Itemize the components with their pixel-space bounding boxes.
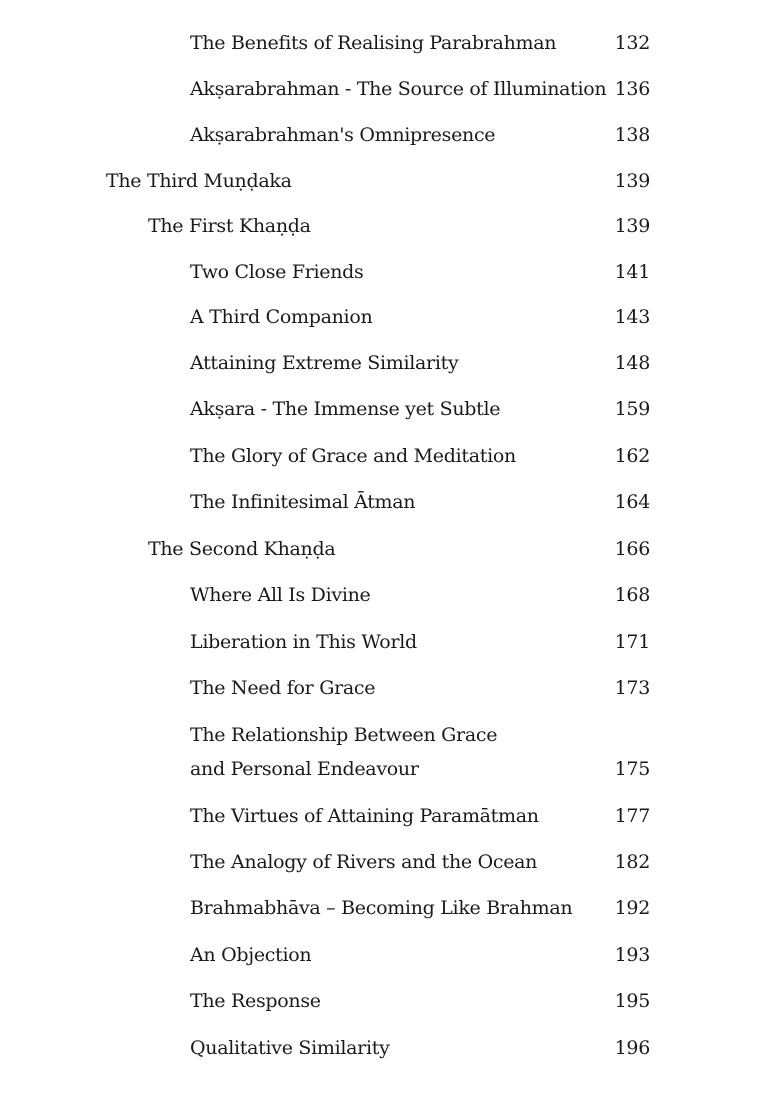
toc-entry-title-line-2: and Personal Endeavour — [190, 758, 419, 780]
toc-entry-page: 139 — [614, 170, 650, 192]
toc-entry-title: The Second Khaṇḍa — [148, 538, 336, 560]
toc-entry-page: 159 — [614, 398, 650, 420]
toc-entry-title: The Third Muṇḍaka — [106, 170, 292, 192]
toc-entry-title: A Third Companion — [190, 306, 373, 328]
toc-entry-page: 193 — [614, 944, 650, 966]
toc-entry-page: 141 — [614, 261, 650, 283]
toc-entry-title: Akṣarabrahman's Omnipresence — [190, 124, 496, 146]
toc-entry-page: 164 — [614, 491, 650, 513]
toc-entry-page: 177 — [614, 805, 650, 827]
toc-entry-page: 171 — [614, 631, 650, 653]
toc-entry-page: 173 — [614, 677, 650, 699]
toc-entry-title-line-1: The Relationship Between Grace — [190, 724, 498, 746]
toc-entry-page: 136 — [614, 78, 650, 100]
toc-entry-page: 143 — [614, 306, 650, 328]
toc-entry-title: Two Close Friends — [190, 261, 364, 283]
toc-entry-title: Brahmabhāva – Becoming Like Brahman — [190, 897, 573, 919]
toc-entry-page: 166 — [614, 538, 650, 560]
toc-entry-page: 196 — [614, 1037, 650, 1059]
toc-entry-page: 148 — [614, 352, 650, 374]
toc-entry-page: 138 — [614, 124, 650, 146]
toc-entry-title: An Objection — [190, 944, 312, 966]
toc-entry-page: 168 — [614, 584, 650, 606]
toc-entry-page: 175 — [614, 758, 650, 780]
toc-entry-title: Liberation in This World — [190, 631, 417, 653]
toc-entry-page: 139 — [614, 215, 650, 237]
toc-entry-title: Attaining Extreme Similarity — [190, 352, 459, 374]
toc-entry-title: Akṣara - The Immense yet Subtle — [190, 398, 501, 420]
toc-entry-title: The Glory of Grace and Meditation — [190, 445, 516, 467]
toc-entry-title: Qualitative Similarity — [190, 1037, 390, 1059]
toc-entry-title: The Need for Grace — [190, 677, 376, 699]
toc-entry-page: 162 — [614, 445, 650, 467]
toc-entry-title: The Response — [190, 990, 321, 1012]
toc-entry-title: The First Khaṇḍa — [148, 215, 311, 237]
toc-entry-title: Akṣarabrahman - The Source of Illumination — [190, 78, 607, 100]
toc-entry-title: The Virtues of Attaining Paramātman — [190, 805, 539, 827]
toc-entry-title: Where All Is Divine — [190, 584, 371, 606]
toc-entry-title: The Analogy of Rivers and the Ocean — [190, 851, 538, 873]
toc-entry-page: 192 — [614, 897, 650, 919]
toc-entry-title: The Infinitesimal Ātman — [190, 491, 416, 513]
toc-entry-page: 132 — [614, 32, 650, 54]
toc-entry-page: 195 — [614, 990, 650, 1012]
toc-entry-title: The Benefits of Realising Parabrahman — [190, 32, 557, 54]
toc-entry-page: 182 — [614, 851, 650, 873]
